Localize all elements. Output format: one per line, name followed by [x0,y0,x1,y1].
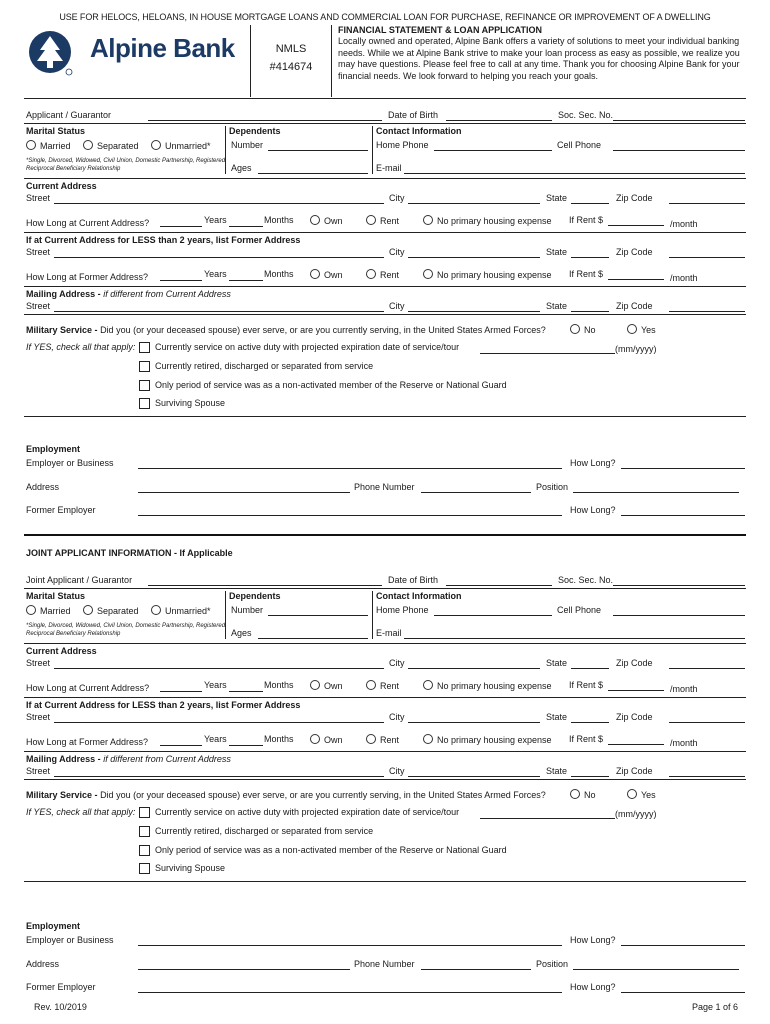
radio-icon [366,680,376,690]
radio-icon [570,324,580,334]
joint-email-label: E-mail [376,628,402,638]
app-current-rent-radio[interactable]: Rent [366,215,399,226]
app-former-rent-line[interactable] [608,279,664,280]
app-contact-title: Contact Information [376,126,462,136]
joint-mailing-street-label: Street [26,766,51,776]
app-employer-label: Employer or Business [26,458,114,468]
joint-mil-opt2-checkbox[interactable] [139,826,150,837]
app-emp-address-line[interactable] [138,492,350,493]
joint-email-line[interactable] [404,638,745,639]
app-ssn-line[interactable] [613,120,745,121]
joint-if-yes-label: If YES, check all that apply: [26,807,136,817]
app-military-no-radio[interactable]: No [570,324,596,335]
joint-mailing-zip-label: Zip Code [616,766,653,776]
app-ssn-label: Soc. Sec. No. [558,110,614,120]
joint-emp-phone-label: Phone Number [354,959,415,969]
joint-employer-howlong-line[interactable] [621,945,745,946]
joint-current-address-title: Current Address [26,646,97,656]
app-former-years-line[interactable] [160,280,202,281]
app-mil-opt1-checkbox[interactable] [139,342,150,353]
joint-current-howlong-label: How Long at Current Address? [26,683,150,693]
joint-dob-line[interactable] [446,585,552,586]
app-former-zip-line[interactable] [669,257,745,258]
joint-former-own-radio[interactable]: Own [310,734,343,745]
app-current-months-label: Months [264,215,294,225]
app-former-months-line[interactable] [229,280,263,281]
joint-current-street-line[interactable] [54,668,384,669]
intro-text: Locally owned and operated, Alpine Bank offers a variety of solutions to meet your individual banking needs. While we at Alpine Bank strive to make your loan process as easy as possible, we realize you may have questions. Please feel free to call at any time. Thank you for choosing Alpine Bank for your financial needs. We look forward to helping you reach your goals. [338,36,740,81]
app-name-line[interactable] [148,120,382,121]
joint-current-if-rent-label: If Rent $ [569,680,604,690]
joint-military-no-radio[interactable]: No [570,789,596,800]
app-military-yes-radio[interactable]: Yes [627,324,656,335]
radio-icon [83,140,93,150]
app-former-years-label: Years [204,269,227,279]
radio-icon [423,734,433,744]
radio-icon [83,605,93,615]
joint-former-street-line[interactable] [54,722,384,723]
joint-employment-title: Employment [26,921,81,931]
app-former-street-line[interactable] [54,257,384,258]
app-emp-position-label: Position [536,482,569,492]
joint-former-months-line[interactable] [229,745,263,746]
app-military-question: Military Service - Did you (or your deceased spouse) ever serve, or are you currently serving, in the United States Armed Forces? [26,325,546,335]
app-marital-title: Marital Status [26,126,86,136]
radio-icon [310,680,320,690]
joint-home-phone-label: Home Phone [376,605,429,615]
joint-ssn-label: Soc. Sec. No. [558,575,614,585]
joint-current-city-label: City [389,658,405,668]
app-separated-radio[interactable]: Separated [83,140,139,151]
joint-home-phone-line[interactable] [434,615,552,616]
joint-contact-title: Contact Information [376,591,462,601]
radio-icon [151,140,161,150]
nmls-number: #414674 [269,61,313,73]
app-former-employer-label: Former Employer [26,505,96,515]
app-home-phone-line[interactable] [434,150,552,151]
radio-icon [570,789,580,799]
app-former-own-radio[interactable]: Own [310,269,343,280]
app-number-label: Number [231,140,264,150]
joint-ssn-line[interactable] [613,585,745,586]
app-current-state-line[interactable] [571,203,609,204]
joint-former-howlong-line[interactable] [621,992,745,993]
joint-ages-label: Ages [231,628,252,638]
joint-emp-position-label: Position [536,959,569,969]
joint-former-howlong-label: How Long at Former Address? [26,737,149,747]
app-current-rent-line[interactable] [608,225,664,226]
app-current-years-line[interactable] [160,226,202,227]
joint-separated-radio[interactable]: Separated [83,605,139,616]
joint-current-zip-line[interactable] [669,668,745,669]
joint-mil-opt1-checkbox[interactable] [139,807,150,818]
app-mil-opt3-label: Only period of service was as a non-activated member of the Reserve or National Guard [155,380,507,390]
radio-icon [627,789,637,799]
joint-former-employer-line[interactable] [138,992,562,993]
radio-icon [366,734,376,744]
joint-mailing-city-label: City [389,766,405,776]
app-employer-howlong-label: How Long? [570,458,616,468]
app-former-city-label: City [389,247,405,257]
app-mil-opt2-checkbox[interactable] [139,361,150,372]
app-emp-position-line[interactable] [573,492,739,493]
radio-icon [627,324,637,334]
joint-marital-note: *Single, Divorced, Widowed, Civil Union, Domestic Partnership, Registered Reciprocal Beneficiary Relationship [26,623,226,637]
app-current-state-label: State [546,193,568,203]
app-number-line[interactable] [268,150,368,151]
joint-former-state-label: State [546,712,568,722]
app-mil-opt3-checkbox[interactable] [139,380,150,391]
joint-current-per-month: /month [670,684,698,694]
joint-mil-opt1-label: Currently service on active duty with projected expiration date of service/tour [155,807,460,817]
joint-mil-opt2-label: Currently retired, discharged or separated from service [155,826,374,836]
app-current-months-line[interactable] [229,226,263,227]
joint-former-rent-line[interactable] [608,744,664,745]
app-current-zip-label: Zip Code [616,193,653,203]
joint-former-if-rent-label: If Rent $ [569,734,604,744]
app-current-per-month: /month [670,219,698,229]
app-mil-opt4-checkbox[interactable] [139,398,150,409]
app-mailing-zip-line[interactable] [669,311,745,312]
app-current-address-title: Current Address [26,181,97,191]
app-current-city-label: City [389,193,405,203]
joint-current-zip-label: Zip Code [616,658,653,668]
joint-dependents-title: Dependents [229,591,281,601]
app-mailing-state-line[interactable] [571,311,609,312]
joint-name-line[interactable] [148,585,382,586]
joint-current-no-primary-radio[interactable]: No primary housing expense [423,680,552,691]
joint-employer-line[interactable] [138,945,562,946]
app-former-no-primary-radio[interactable]: No primary housing expense [423,269,552,280]
radio-icon [310,269,320,279]
joint-number-label: Number [231,605,264,615]
app-if-yes-label: If YES, check all that apply: [26,342,136,352]
radio-icon [26,605,36,615]
joint-military-yes-radio[interactable]: Yes [627,789,656,800]
radio-icon [423,680,433,690]
joint-current-months-line[interactable] [229,691,263,692]
app-dob-line[interactable] [446,120,552,121]
app-employer-line[interactable] [138,468,562,469]
nmls-box [250,25,332,97]
app-former-if-rent-label: If Rent $ [569,269,604,279]
app-home-phone-label: Home Phone [376,140,429,150]
joint-emp-phone-line[interactable] [421,969,531,970]
app-emp-phone-label: Phone Number [354,482,415,492]
app-employer-howlong-line[interactable] [621,468,745,469]
joint-current-state-label: State [546,658,568,668]
joint-mil-opt3-checkbox[interactable] [139,845,150,856]
radio-icon [310,734,320,744]
app-current-street-line[interactable] [54,203,384,204]
form-banner: USE FOR HELOCS, HELOANS, IN HOUSE MORTGAGE LOANS AND COMMERCIAL LOAN FOR PURCHASE, REFINANCE OR IMPROVEMENT OF A DWELLING [59,12,711,22]
joint-married-radio[interactable]: Married [26,605,71,616]
app-former-city-line[interactable] [408,257,540,258]
joint-former-no-primary-radio[interactable]: No primary housing expense [423,734,552,745]
app-former-street-label: Street [26,247,51,257]
joint-current-street-label: Street [26,658,51,668]
app-former-zip-label: Zip Code [616,247,653,257]
app-email-label: E-mail [376,163,402,173]
app-former-title: If at Current Address for LESS than 2 years, list Former Address [26,235,301,245]
app-mailing-city-label: City [389,301,405,311]
joint-former-state-line[interactable] [571,722,609,723]
app-former-months-label: Months [264,269,294,279]
radio-icon [423,215,433,225]
joint-mailing-title: Mailing Address - if different from Current Address [26,754,231,764]
joint-former-zip-line[interactable] [669,722,745,723]
joint-cell-phone-line[interactable] [613,615,745,616]
app-current-city-line[interactable] [408,203,540,204]
radio-icon [366,215,376,225]
app-current-howlong-label: How Long at Current Address? [26,218,150,228]
joint-current-state-line[interactable] [571,668,609,669]
app-unmarried-radio[interactable]: Unmarried* [151,140,211,151]
app-dependents-title: Dependents [229,126,281,136]
app-current-if-rent-label: If Rent $ [569,215,604,225]
app-mailing-street-line[interactable] [54,311,384,312]
joint-mil-opt3-label: Only period of service was as a non-activated member of the Reserve or National Guard [155,845,507,855]
joint-former-city-line[interactable] [408,722,540,723]
joint-mil-opt4-label: Surviving Spouse [155,863,226,873]
joint-former-street-label: Street [26,712,51,722]
joint-former-title: If at Current Address for LESS than 2 years, list Former Address [26,700,301,710]
joint-mailing-state-line[interactable] [571,776,609,777]
app-mailing-state-label: State [546,301,568,311]
radio-icon [151,605,161,615]
joint-current-months-label: Months [264,680,294,690]
joint-current-rent-line[interactable] [608,690,664,691]
joint-marital-title: Marital Status [26,591,86,601]
bank-name-logo: Alpine Bank [90,33,235,63]
alpine-tree-logo-icon [28,30,76,80]
joint-former-years-label: Years [204,734,227,744]
joint-ages-line[interactable] [258,638,368,639]
joint-mailing-street-line[interactable] [54,776,384,777]
app-emp-address-label: Address [26,482,60,492]
app-former-state-line[interactable] [571,257,609,258]
app-former-rent-radio[interactable]: Rent [366,269,399,280]
joint-dob-label: Date of Birth [388,575,439,585]
joint-emp-address-label: Address [26,959,60,969]
app-former-per-month: /month [670,273,698,283]
app-current-zip-line[interactable] [669,203,745,204]
app-current-street-label: Street [26,193,51,203]
joint-current-years-line[interactable] [160,691,202,692]
app-mil-date-line[interactable] [480,353,615,354]
joint-mil-date-line[interactable] [480,818,615,819]
app-mailing-city-line[interactable] [408,311,540,312]
joint-former-per-month: /month [670,738,698,748]
app-employment-title: Employment [26,444,81,454]
app-former-howlong-label: How Long? [570,505,616,515]
joint-unmarried-radio[interactable]: Unmarried* [151,605,211,616]
app-mailing-zip-label: Zip Code [616,301,653,311]
joint-current-years-label: Years [204,680,227,690]
app-mmyyyy-label: (mm/yyyy) [615,344,657,354]
app-current-years-label: Years [204,215,227,225]
joint-former-zip-label: Zip Code [616,712,653,722]
app-mil-opt4-label: Surviving Spouse [155,398,226,408]
app-current-own-radio[interactable]: Own [310,215,343,226]
app-ages-line[interactable] [258,173,368,174]
radio-icon [26,140,36,150]
joint-former-city-label: City [389,712,405,722]
nmls-label: NMLS [275,43,307,55]
form-title: FINANCIAL STATEMENT & LOAN APPLICATION [338,25,542,35]
app-former-howlong-label: How Long at Former Address? [26,272,149,282]
joint-mailing-state-label: State [546,766,568,776]
revision-label: Rev. 10/2019 [34,1002,87,1012]
joint-mailing-city-line[interactable] [408,776,540,777]
joint-former-months-label: Months [264,734,294,744]
app-marital-note: *Single, Divorced, Widowed, Civil Union, Domestic Partnership, Registered Reciprocal Beneficiary Relationship [26,158,226,172]
joint-former-employer-label: Former Employer [26,982,96,992]
joint-mil-opt4-checkbox[interactable] [139,863,150,874]
joint-former-years-line[interactable] [160,745,202,746]
app-name-label: Applicant / Guarantor [26,110,112,120]
joint-mmyyyy-label: (mm/yyyy) [615,809,657,819]
joint-employer-label: Employer or Business [26,935,114,945]
radio-icon [366,269,376,279]
app-cell-phone-line[interactable] [613,150,745,151]
app-cell-phone-label: Cell Phone [557,140,602,150]
page-number: Page 1 of 6 [692,1002,739,1012]
joint-number-line[interactable] [268,615,368,616]
app-dob-label: Date of Birth [388,110,439,120]
joint-current-city-line[interactable] [408,668,540,669]
joint-current-own-radio[interactable]: Own [310,680,343,691]
radio-icon [310,215,320,225]
app-mil-opt1-label: Currently service on active duty with projected expiration date of service/tour [155,342,460,352]
app-married-radio[interactable]: Married [26,140,71,151]
joint-employer-howlong-label: How Long? [570,935,616,945]
app-current-no-primary-radio[interactable]: No primary housing expense [423,215,552,226]
joint-emp-address-line[interactable] [138,969,350,970]
joint-former-rent-radio[interactable]: Rent [366,734,399,745]
joint-emp-position-line[interactable] [573,969,739,970]
joint-title: JOINT APPLICANT INFORMATION - If Applicable [26,548,233,558]
joint-mailing-zip-line[interactable] [669,776,745,777]
app-mailing-street-label: Street [26,301,51,311]
app-email-line[interactable] [404,173,745,174]
app-former-state-label: State [546,247,568,257]
joint-cell-phone-label: Cell Phone [557,605,602,615]
app-emp-phone-line[interactable] [421,492,531,493]
app-mil-opt2-label: Currently retired, discharged or separated from service [155,361,374,371]
app-former-employer-line[interactable] [138,515,562,516]
joint-military-question: Military Service - Did you (or your deceased spouse) ever serve, or are you currently serving, in the United States Armed Forces? [26,790,546,800]
joint-current-rent-radio[interactable]: Rent [366,680,399,691]
app-former-howlong-line[interactable] [621,515,745,516]
app-ages-label: Ages [231,163,252,173]
app-mailing-title: Mailing Address - if different from Current Address [26,289,231,299]
joint-former-howlong-label: How Long? [570,982,616,992]
joint-name-label: Joint Applicant / Guarantor [26,575,133,585]
radio-icon [423,269,433,279]
